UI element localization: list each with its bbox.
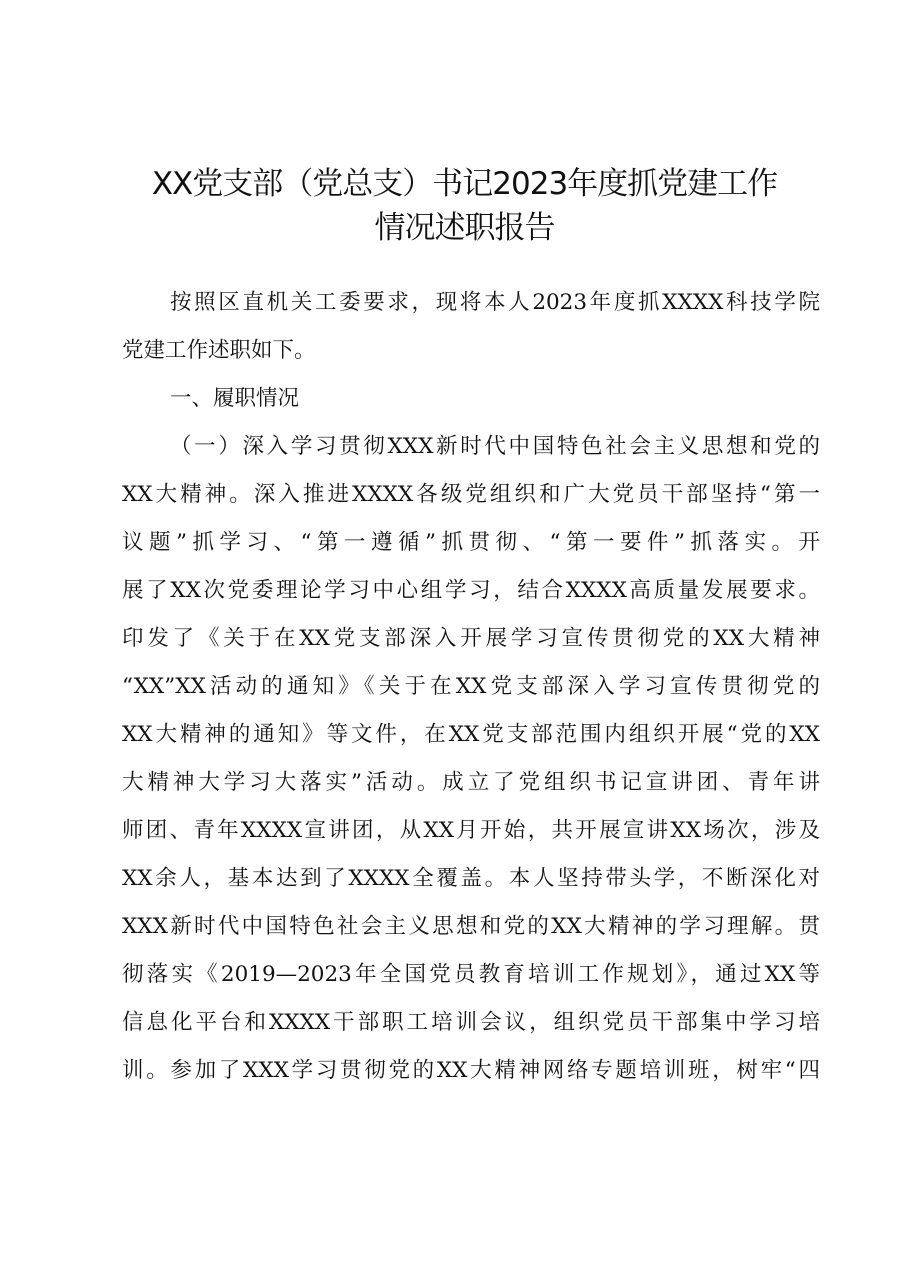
body-line: XX大精神的通知》等文件，在XX党支部范围内组织开展“党的XX: [122, 722, 820, 747]
body-line: 展了XX次党委理论学习中心组学习，结合XXXX高质量发展要求。: [122, 578, 820, 603]
body-line: 彻落实《2019—2023年全国党员教育培训工作规划》，通过XX等: [122, 962, 820, 987]
body-line: XXX新时代中国特色社会主义思想和党的XX大精神的学习理解。贯: [122, 914, 820, 939]
body-line: “XX”XX活动的通知》《关于在XX党支部深入学习宣传贯彻党的: [122, 674, 820, 699]
body-line: 训。参加了XXX学习贯彻党的XX大精神网络专题培训班，树牢“四: [122, 1058, 820, 1083]
body-line: XX大精神。深入推进XXXX各级党组织和广大党员干部坚持“第一: [122, 482, 820, 507]
intro-line-2: 党建工作述职如下。: [122, 338, 316, 363]
section-heading: 一、履职情况: [170, 386, 300, 411]
document-title-line-1: XX党支部（党总支）书记2023年度抓党建工作: [151, 166, 778, 202]
body-line: 师团、青年XXXX宣讲团，从XX月开始，共开展宣讲XX场次，涉及: [122, 818, 820, 843]
body-line: 印发了《关于在XX党支部深入开展学习宣传贯彻党的XX大精神: [122, 626, 820, 651]
body-line: XX余人，基本达到了XXXX全覆盖。本人坚持带头学，不断深化对: [122, 866, 820, 891]
body-line: （一）深入学习贯彻XXX新时代中国特色社会主义思想和党的: [170, 434, 820, 459]
body-line: 大精神大学习大落实”活动。成立了党组织书记宣讲团、青年讲: [122, 770, 820, 795]
intro-line-1: 按照区直机关工委要求，现将本人2023年度抓XXXX科技学院: [170, 290, 820, 315]
body-line: 议题”抓学习、“第一遵循”抓贯彻、“第一要件”抓落实。开: [122, 530, 820, 555]
document-title-line-2: 情况述职报告: [374, 210, 555, 246]
body-line: 信息化平台和XXXX干部职工培训会议，组织党员干部集中学习培: [122, 1010, 820, 1035]
